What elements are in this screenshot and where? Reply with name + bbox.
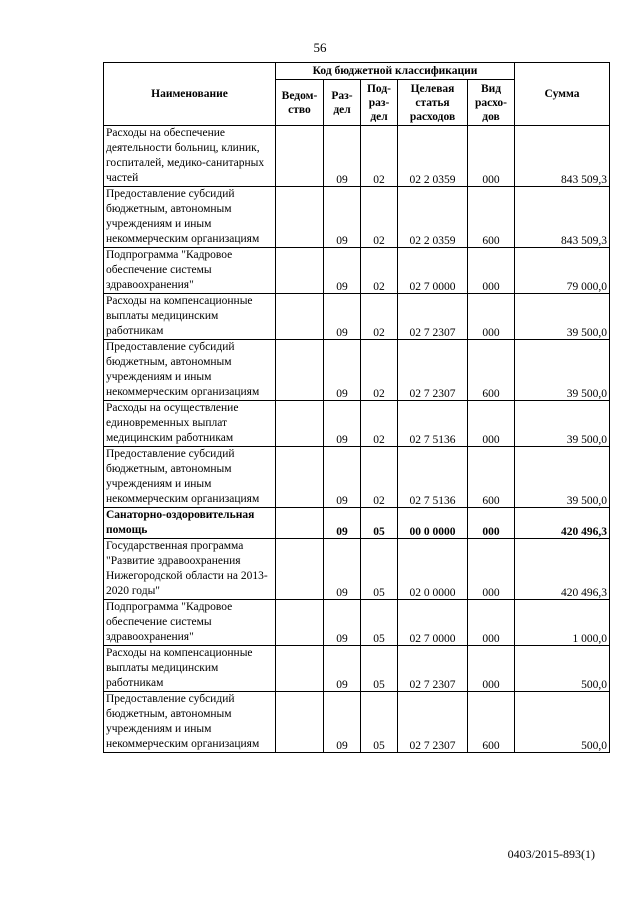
row-razdel: 09 — [324, 187, 361, 248]
row-razdel: 09 — [324, 600, 361, 646]
row-summa: 843 509,3 — [515, 126, 610, 187]
row-name: Расходы на обеспечение деятельности больниц, клиник, госпиталей, медико-санитарных частей — [104, 126, 276, 187]
row-name: Предоставление субсидий бюджетным, автономным учреждениям и иным некоммерческим организациям — [104, 340, 276, 401]
row-vedomstvo — [276, 401, 324, 447]
header-name: Наименование — [104, 63, 276, 126]
table-row — [104, 294, 610, 340]
row-summa: 39 500,0 — [515, 401, 610, 447]
page-number: 56 — [313, 40, 327, 55]
row-vedomstvo — [276, 600, 324, 646]
document-code: 0403/2015-893(1) — [507, 847, 595, 861]
row-summa: 420 496,3 — [515, 508, 610, 539]
row-tselevaya: 02 7 2307 — [398, 294, 468, 340]
row-tselevaya: 02 7 5136 — [398, 401, 468, 447]
row-vid: 600 — [468, 340, 515, 401]
row-vid: 600 — [468, 692, 515, 753]
header-summa: Сумма — [515, 63, 610, 126]
row-podrazdel: 05 — [361, 646, 398, 692]
row-summa: 39 500,0 — [515, 340, 610, 401]
row-razdel: 09 — [324, 508, 361, 539]
row-tselevaya: 02 7 2307 — [398, 646, 468, 692]
row-razdel: 09 — [324, 646, 361, 692]
row-podrazdel: 02 — [361, 447, 398, 508]
row-razdel: 09 — [324, 126, 361, 187]
row-podrazdel: 02 — [361, 248, 398, 294]
row-razdel: 09 — [324, 294, 361, 340]
row-podrazdel: 05 — [361, 539, 398, 600]
row-name: Предоставление субсидий бюджетным, автономным учреждениям и иным некоммерческим организациям — [104, 187, 276, 248]
row-vedomstvo — [276, 508, 324, 539]
table-row-section — [104, 508, 610, 539]
row-summa: 1 000,0 — [515, 600, 610, 646]
row-name: Расходы на компенсационные выплаты медицинским работникам — [104, 646, 276, 692]
row-tselevaya: 00 0 0000 — [398, 508, 468, 539]
row-vid: 000 — [468, 646, 515, 692]
row-summa: 500,0 — [515, 646, 610, 692]
header-code-group: Код бюджетной классификации — [276, 63, 515, 80]
row-vedomstvo — [276, 646, 324, 692]
row-name: Санаторно-оздоровительная помощь — [104, 508, 276, 539]
row-vid: 600 — [468, 187, 515, 248]
row-podrazdel: 02 — [361, 340, 398, 401]
table-row — [104, 126, 610, 187]
row-tselevaya: 02 7 2307 — [398, 340, 468, 401]
row-podrazdel: 02 — [361, 187, 398, 248]
row-name: Предоставление субсидий бюджетным, автономным учреждениям и иным некоммерческим организациям — [104, 447, 276, 508]
row-vedomstvo — [276, 692, 324, 753]
table-row — [104, 600, 610, 646]
header-vid: Вид расхо-дов — [468, 80, 515, 126]
row-vedomstvo — [276, 248, 324, 294]
row-vid: 000 — [468, 508, 515, 539]
row-vedomstvo — [276, 294, 324, 340]
table-row — [104, 340, 610, 401]
header-podrazdel: Под-раз-дел — [361, 80, 398, 126]
header-razdel: Раз-дел — [324, 80, 361, 126]
row-vedomstvo — [276, 539, 324, 600]
row-name: Государственная программа "Развитие здравоохранения Нижегородской области на 2013-2020 годы" — [104, 539, 276, 600]
row-summa: 843 509,3 — [515, 187, 610, 248]
row-vid: 000 — [468, 294, 515, 340]
table-row — [104, 248, 610, 294]
row-podrazdel: 05 — [361, 508, 398, 539]
row-vid: 000 — [468, 248, 515, 294]
row-vid: 000 — [468, 539, 515, 600]
row-vedomstvo — [276, 126, 324, 187]
row-razdel: 09 — [324, 447, 361, 508]
budget-table — [103, 62, 610, 753]
row-vid: 000 — [468, 600, 515, 646]
row-name: Предоставление субсидий бюджетным, автономным учреждениям и иным некоммерческим организациям — [104, 692, 276, 753]
table-row — [104, 539, 610, 600]
row-tselevaya: 02 2 0359 — [398, 126, 468, 187]
row-name: Подпрограмма "Кадровое обеспечение системы здравоохранения" — [104, 600, 276, 646]
row-razdel: 09 — [324, 340, 361, 401]
row-vid: 600 — [468, 447, 515, 508]
row-razdel: 09 — [324, 692, 361, 753]
table-row — [104, 692, 610, 753]
row-podrazdel: 02 — [361, 126, 398, 187]
row-name: Подпрограмма "Кадровое обеспечение системы здравоохранения" — [104, 248, 276, 294]
table-row — [104, 401, 610, 447]
row-podrazdel: 05 — [361, 600, 398, 646]
row-podrazdel: 02 — [361, 294, 398, 340]
header-vedomstvo: Ведом-ство — [276, 80, 324, 126]
row-tselevaya: 02 7 5136 — [398, 447, 468, 508]
row-podrazdel: 05 — [361, 692, 398, 753]
row-vedomstvo — [276, 447, 324, 508]
row-tselevaya: 02 7 0000 — [398, 248, 468, 294]
row-vid: 000 — [468, 401, 515, 447]
row-tselevaya: 02 7 0000 — [398, 600, 468, 646]
row-vid: 000 — [468, 126, 515, 187]
row-summa: 39 500,0 — [515, 447, 610, 508]
table-row — [104, 447, 610, 508]
row-tselevaya: 02 0 0000 — [398, 539, 468, 600]
row-razdel: 09 — [324, 248, 361, 294]
row-summa: 500,0 — [515, 692, 610, 753]
row-summa: 420 496,3 — [515, 539, 610, 600]
row-vedomstvo — [276, 187, 324, 248]
table-row — [104, 646, 610, 692]
table-row — [104, 187, 610, 248]
row-razdel: 09 — [324, 401, 361, 447]
row-razdel: 09 — [324, 539, 361, 600]
row-tselevaya: 02 7 2307 — [398, 692, 468, 753]
row-tselevaya: 02 2 0359 — [398, 187, 468, 248]
row-name: Расходы на осуществление единовременных выплат медицинским работникам — [104, 401, 276, 447]
header-tselevaya: Целевая статья расходов — [398, 80, 468, 126]
row-podrazdel: 02 — [361, 401, 398, 447]
row-name: Расходы на компенсационные выплаты медицинским работникам — [104, 294, 276, 340]
row-summa: 79 000,0 — [515, 248, 610, 294]
row-vedomstvo — [276, 340, 324, 401]
row-summa: 39 500,0 — [515, 294, 610, 340]
